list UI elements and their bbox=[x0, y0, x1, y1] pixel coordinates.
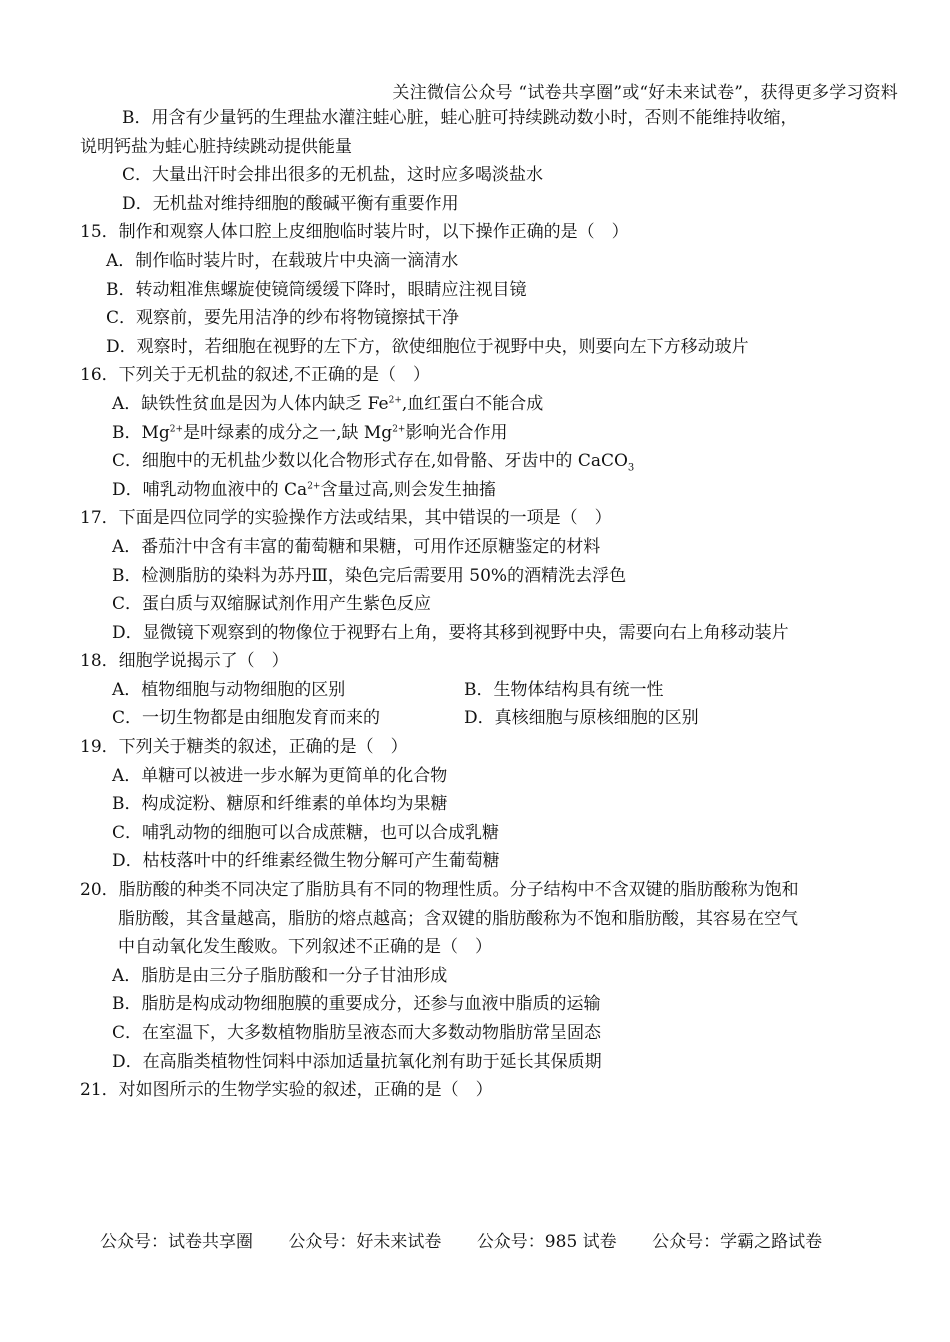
q16-option-a bbox=[80, 390, 895, 419]
q18-options-row1 bbox=[80, 676, 895, 705]
footer-item: 公众号：985 试卷 bbox=[476, 1232, 617, 1252]
q16-stem: 16．下列关于无机盐的叙述,不正确的是（ ） bbox=[80, 365, 431, 386]
q14-option-b-line1: B．用含有少量钙的生理盐水灌注蛙心脏，蛙心脏可持续跳动数小时，否则不能维持收缩， bbox=[122, 108, 798, 128]
q19-option-a: A．单糖可以被进一步水解为更简单的化合物 bbox=[112, 765, 448, 786]
q19-option-b: B．构成淀粉、糖原和纤维素的单体均为果糖 bbox=[112, 794, 448, 815]
q15-option-b: B．转动粗准焦螺旋使镜筒缓缓下降时，眼睛应注视目镜 bbox=[106, 279, 527, 300]
q16-b-sup1: 2+ bbox=[169, 423, 184, 434]
q15-option-d: D．观察时，若细胞在视野的左下方，欲使细胞位于视野中央，则要向左下方移动玻片 bbox=[106, 336, 749, 357]
q17-option-a: A．番茄汁中含有丰富的葡萄糖和果糖，可用作还原糖鉴定的材料 bbox=[112, 536, 601, 557]
q20-option-b: B．脂肪是构成动物细胞膜的重要成分，还参与血液中脂质的运输 bbox=[112, 994, 601, 1015]
q18-option-c: C．一切生物都是由细胞发育而来的 bbox=[112, 708, 381, 729]
q21-stem: 21．对如图所示的生物学实验的叙述，正确的是（ ） bbox=[80, 1080, 493, 1101]
q16-a-text-end: ,血红蛋白不能合成 bbox=[401, 393, 544, 414]
header-note: 关注微信公众号 “试卷共享圈”或“好未来试卷”，获得更多学习资料 bbox=[392, 83, 898, 103]
q17-option-d: D．显微镜下观察到的物像位于视野右上角，要将其移到视野中央，需要向右上角移动装片 bbox=[112, 622, 789, 643]
q20-stem-line2: 脂肪酸，其含量越高，脂肪的熔点越高；含双键的脂肪酸称为不饱和脂肪酸，其容易在空气 bbox=[118, 908, 798, 929]
q20-option-d: D．在高脂类植物性饲料中添加适量抗氧化剂有助于延长其保质期 bbox=[112, 1051, 602, 1072]
q16-d-sup: 2+ bbox=[307, 481, 321, 492]
q20-stem-line1: 20．脂肪酸的种类不同决定了脂肪具有不同的物理性质。分子结构中不含双键的脂肪酸称为饱和 bbox=[80, 880, 799, 901]
q14-option-b-line2: 说明钙盐为蛙心脏持续跳动提供能量 bbox=[80, 136, 352, 157]
q16-b-text-end: 影响光合作用 bbox=[405, 422, 508, 443]
question-content bbox=[80, 104, 895, 1105]
q16-b-text-mid: 是叶绿素的成分之一,缺 Mg bbox=[183, 422, 393, 443]
q15-stem: 15．制作和观察人体口腔上皮细胞临时装片时，以下操作正确的是（ ） bbox=[80, 222, 629, 243]
q15-option-a: A．制作临时装片时，在载玻片中央滴一滴清水 bbox=[106, 250, 459, 271]
q20-option-a: A．脂肪是由三分子脂肪酸和一分子甘油形成 bbox=[112, 965, 448, 986]
q16-c-sub: 3 bbox=[627, 462, 635, 474]
q14-option-d: D．无机盐对维持细胞的酸碱平衡有重要作用 bbox=[122, 193, 459, 214]
q16-c-text: C．细胞中的无机盐少数以化合物形式存在,如骨骼、牙齿中的 CaCO bbox=[112, 451, 628, 472]
footer bbox=[100, 1227, 852, 1252]
q19-option-d: D．枯枝落叶中的纤维素经微生物分解可产生葡萄糖 bbox=[112, 851, 500, 872]
q17-option-c: C．蛋白质与双缩脲试剂作用产生紫色反应 bbox=[112, 594, 432, 615]
q20-option-c: C．在室温下，大多数植物脂肪呈液态而大多数动物脂肪常呈固态 bbox=[112, 1023, 602, 1043]
q18-option-b: B．生物体结构具有统一性 bbox=[464, 679, 664, 700]
footer-item: 公众号：学霸之路试卷 bbox=[652, 1232, 823, 1252]
q18-option-a: A．植物细胞与动物细胞的区别 bbox=[112, 679, 346, 700]
q20-stem-line3: 中自动氧化发生酸败。下列叙述不正确的是（ ） bbox=[118, 937, 492, 958]
q18-stem: 18．细胞学说揭示了（ ） bbox=[80, 651, 289, 672]
q17-option-b: B．检测脂肪的染料为苏丹Ⅲ，染色完后需要用 50%的酒精洗去浮色 bbox=[112, 565, 627, 586]
footer-item: 公众号：好未来试卷 bbox=[288, 1232, 442, 1252]
q16-option-d bbox=[80, 476, 895, 505]
q14-option-c: C．大量出汗时会排出很多的无机盐，这时应多喝淡盐水 bbox=[122, 165, 544, 186]
q18-option-d: D．真核细胞与原核细胞的区别 bbox=[464, 708, 699, 729]
q16-a-text: A．缺铁性贫血是因为人体内缺乏 Fe bbox=[112, 393, 389, 414]
q16-a-sup: 2+ bbox=[388, 395, 402, 406]
q16-option-c bbox=[80, 447, 895, 476]
q16-b-text: B．Mg bbox=[112, 422, 170, 443]
q19-stem: 19．下列关于糖类的叙述，正确的是（ ） bbox=[80, 737, 408, 758]
q16-b-sup2: 2+ bbox=[392, 423, 406, 434]
q16-d-text-end: 含量过高,则会发生抽搐 bbox=[320, 479, 496, 500]
footer-item: 公众号：试卷共享圈 bbox=[100, 1232, 253, 1252]
q16-option-b bbox=[80, 419, 895, 448]
q15-option-c: C．观察前，要先用洁净的纱布将物镜擦拭干净 bbox=[106, 308, 460, 329]
q17-stem: 17．下面是四位同学的实验操作方法或结果，其中错误的一项是（ ） bbox=[80, 508, 612, 529]
q19-option-c: C．哺乳动物的细胞可以合成蔗糖，也可以合成乳糖 bbox=[112, 822, 500, 843]
q18-options-row2 bbox=[80, 704, 895, 733]
q16-d-text: D．哺乳动物血液中的 Ca bbox=[112, 479, 308, 500]
